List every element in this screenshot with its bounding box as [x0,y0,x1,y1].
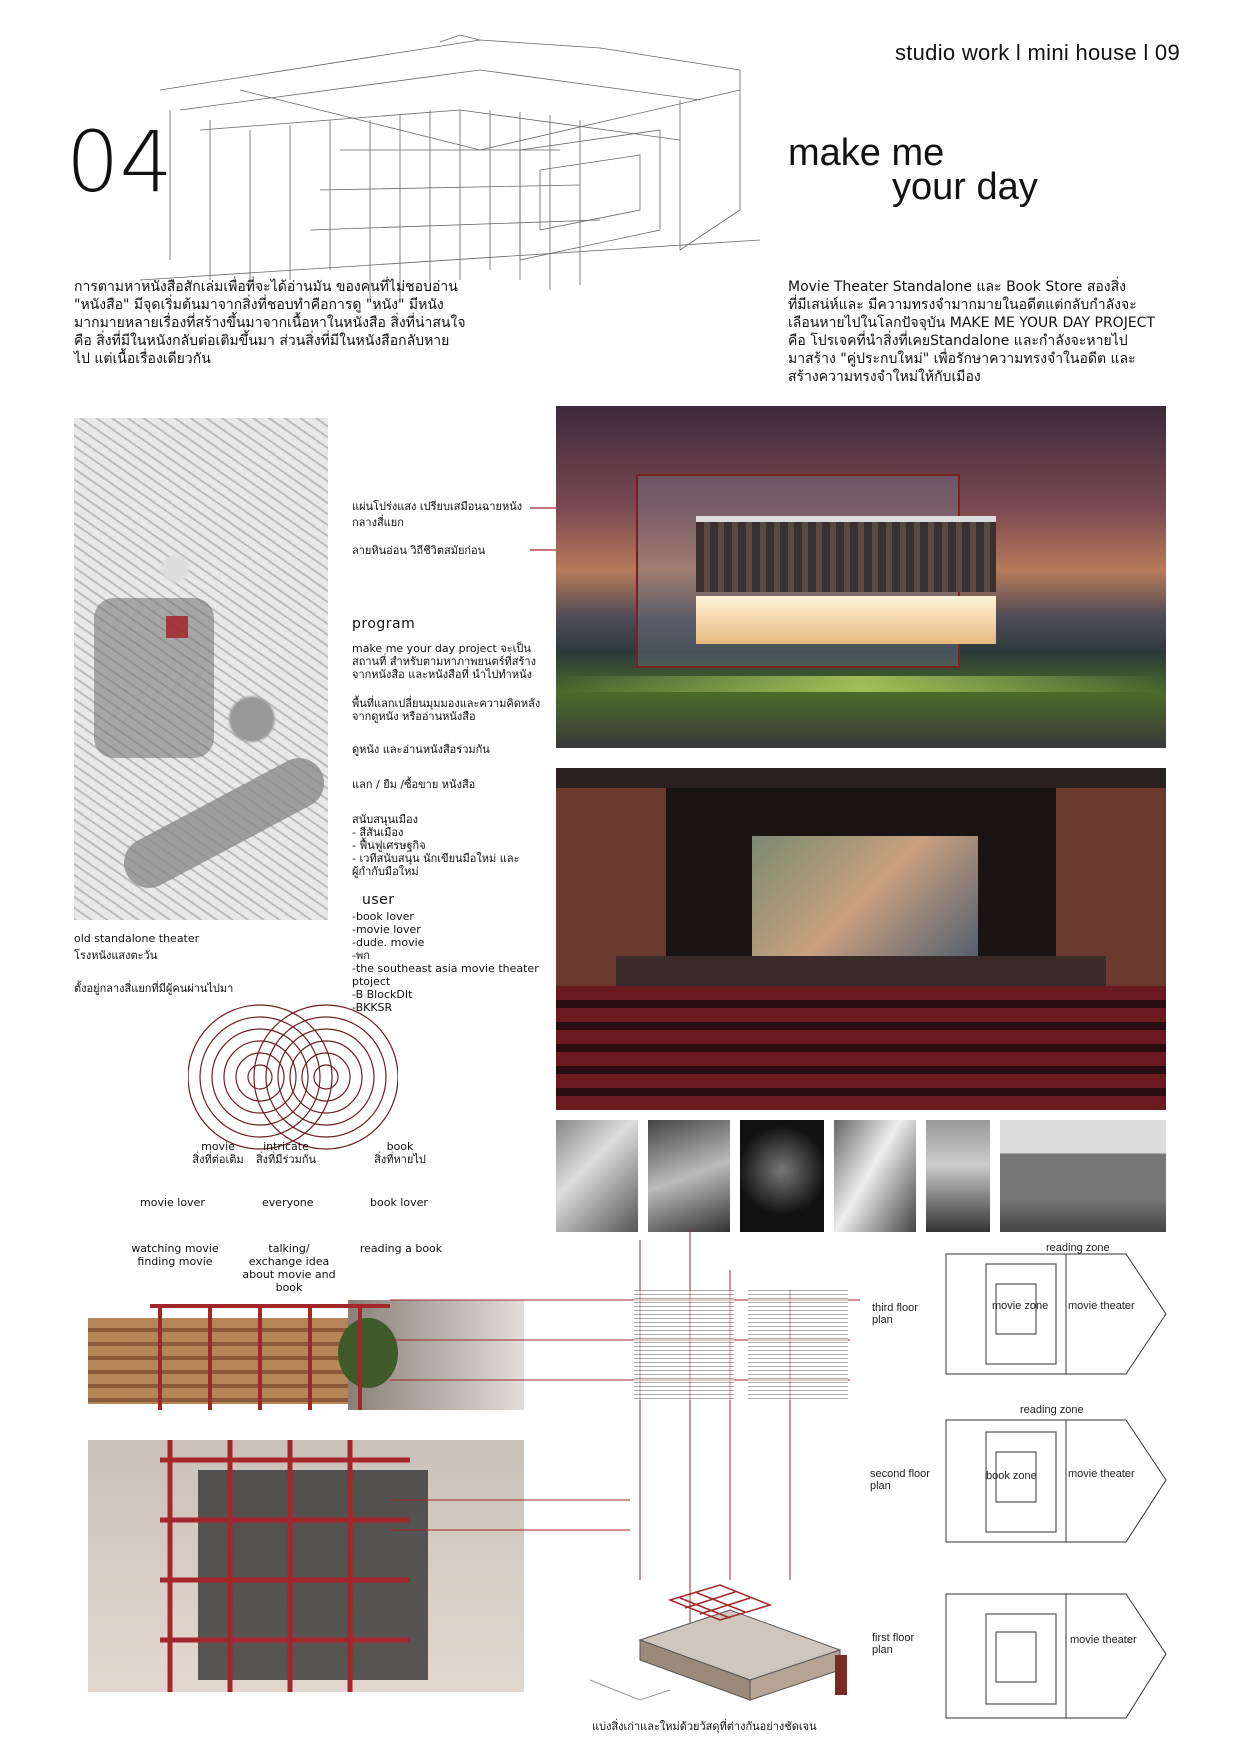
venn-label-top: book [386,1140,414,1153]
activity-line: watching movie [131,1242,219,1255]
user-item: -dude. movie [352,936,425,949]
venn-label-top: intricate [263,1140,309,1153]
user-item: -B BlockDIt [352,988,413,1001]
floorplan-third-label [872,1302,918,1326]
floorplan-label-line: plan [872,1644,893,1656]
project-title-line1: make me [788,132,945,174]
floorplan-label-line: first floor [872,1632,915,1644]
program-line: ดูหนัง และอ่านหนังสือร่วมกัน [352,743,490,756]
project-number: 04 [66,113,173,211]
activity-line: talking/ [268,1242,310,1255]
annotation-facade-line2: กลางสี่แยก [352,516,404,529]
floorplan-label-line: plan [872,1314,893,1326]
floorplan-first-label [872,1632,914,1656]
floorplan-third [936,1244,1176,1380]
dark-park [94,598,214,758]
floorplan-label-line: plan [870,1480,891,1492]
program-line: จากหนังสือ และหนังสือที่ นำไปทำหนัง [352,668,532,681]
map-caption-thai: โรงหนังแสงตะวัน [74,949,158,962]
project-title-line2: your day [892,166,1038,208]
activity-line: exchange idea [248,1255,330,1268]
red-grid-plan [160,1440,410,1692]
user-heading: user [362,892,395,908]
axonometric [580,1580,860,1710]
floorplan-second-outline [936,1408,1176,1548]
floorplan-second-label [870,1468,930,1492]
intro-right [788,278,1178,386]
program-line: สนับสนุนเมือง [352,813,418,826]
intro-right-line: Movie Theater Standalone และ Book Store สองสิ่ง [788,279,1126,295]
venn-label-top: movie [201,1140,235,1153]
axo-caption: แบ่งสิ่งเก่าและใหม่ด้วยวัสดุที่ต่างกันอย่างชัดเจน [592,1720,817,1733]
user-item: -book lover [352,910,414,923]
intro-right-line: มาสร้าง "คู่ประกบใหม่" เพื่อรักษาความทรงจำในอดีต และ [788,351,1136,367]
theater-render [556,768,1166,1110]
archive-photo [740,1120,824,1232]
program-item [352,743,542,756]
user-item: -the southeast asia movie theater [352,962,539,975]
activity-line: finding movie [137,1255,213,1268]
venn-label-intricate [226,1140,346,1166]
lit-ground-floor [696,596,996,644]
photo-strip [556,1120,1166,1232]
program-line: - ฟื้นฟูเศรษฐกิจ [352,839,426,852]
exterior-render [556,406,1166,748]
seating [556,986,1166,1110]
map-caption [74,932,233,995]
activity-line: reading a book [359,1242,443,1255]
zone-label: movie zone [992,1300,1049,1312]
venn-label-book [340,1140,460,1166]
road-light-streak [556,676,1166,692]
venn-diagram [188,992,398,1162]
annotation-facade-line1: แผ่นโปร่งแสง เปรียบเสมือนฉายหนัง [352,500,523,513]
intro-left [74,278,514,368]
text-pages [624,1290,854,1410]
venn-label-bottom: สิ่งที่มีร่วมกัน [255,1153,317,1166]
intro-right-line: ที่มีเสน่ห์และ มีความทรงจำมากมายในอดีตแต่กลับกำลังจะ [788,297,1137,313]
archive-photo [926,1120,990,1232]
floorplan-label-line: third floor [872,1302,918,1314]
floorplan-second [936,1404,1176,1548]
activity-talking [234,1242,344,1294]
archive-photo [556,1120,638,1232]
text-page-right [748,1290,848,1400]
floorplan-label-line: second floor [870,1468,930,1480]
activity-line: book [275,1281,303,1294]
venn-user-everyone: everyone [262,1196,314,1209]
zone-label: reading zone [1020,1404,1084,1416]
zone-label: movie theater [1068,1300,1135,1312]
program-line: สถานที่ สำหรับตามหาภาพยนตร์ที่สร้าง [352,655,536,668]
intro-left-line: การตามหาหนังสือสักเล่มเพื่อที่จะได้อ่านมัน ของคนที่ไม่ชอบอ่าน [74,279,458,295]
floorplan-first-outline [936,1584,1176,1724]
venn-user-movie: movie lover [140,1196,205,1209]
building-sketch [140,30,760,320]
activity-watching [120,1242,230,1268]
user-item: -พก [352,949,370,962]
map-caption-note: ตั้งอยู่กลางสี่แยกที่มีผู้คนผ่านไปมา [74,982,234,995]
program-item [352,697,542,723]
venn-label-bottom: สิ่งที่หายไป [374,1153,426,1166]
archive-photo [1000,1120,1166,1232]
program-line: ผู้กำกับมือใหม่ [352,865,419,878]
page-header: studio work l mini house l 09 [894,40,1180,65]
intro-right-line: สร้างความทรงจำใหม่ให้กับเมือง [788,369,981,385]
relief-panel [696,516,996,592]
program-line: - สีสันเมือง [352,826,404,839]
intro-left-line: คือ สิ่งที่มีในหนังกลับต่อเติมขึ้นมา ส่วนสิ่งที่มีในหนังสือกลับหาย [74,333,450,349]
program-item [352,813,542,878]
zone-label: movie theater [1068,1468,1135,1480]
user-item: ptoject [352,975,391,988]
program-block [352,616,542,878]
activity-line: about movie and [242,1268,336,1281]
site-marker [166,616,188,638]
intro-right-line: เลือนหายไปในโลกปัจจุบัน MAKE ME YOUR DAY PROJECT [788,315,1156,331]
text-page-left [634,1290,734,1400]
floorplan-third-outline [936,1244,1176,1380]
program-line: พื้นที่แลกเปลี่ยนมุมมองและความคิดหลัง [352,697,541,710]
aerial-map [74,418,328,920]
venn-user-book: book lover [370,1196,428,1209]
zone-label: book zone [986,1470,1037,1482]
user-item: -movie lover [352,923,421,936]
program-line: - เวทีสนับสนุน นักเขียนมือใหม่ และ [352,852,520,865]
venn-label-bottom: สิ่งที่ต่อเติม [192,1153,244,1166]
annotation-facade [352,500,522,529]
floorplan-first [936,1584,1176,1724]
annotation-relief: ลายหินอ่อน วิถีชีวิตสมัยก่อน [352,544,486,557]
program-item [352,642,542,681]
zone-label: movie theater [1070,1634,1137,1646]
zone-label: reading zone [1046,1242,1110,1254]
red-frame-elevation [150,1300,390,1410]
program-line: แลก / ยืม /ซื้อขาย หนังสือ [352,778,476,791]
intro-left-line: มากมายหลายเรื่องที่สร้างขึ้นมาจากเนื้อหาในหนังสือ สิ่งที่น่าสนใจ [74,315,466,331]
program-heading: program [352,616,416,632]
program-line: จากดูหนัง หรืออ่านหนังสือ [352,710,476,723]
map-caption-title: old standalone theater [74,932,200,945]
user-item: -BKKSR [352,1001,393,1014]
river [115,749,333,896]
movie-screen [752,836,978,956]
stage [616,956,1106,986]
archive-photo [834,1120,916,1232]
program-line: make me your day project จะเป็น [352,642,531,655]
intro-right-line: คือ โปรเจคที่นำสิ่งที่เคยStandalone และกำลังจะหายไป [788,333,1128,349]
intro-left-line: ไป แต่เนื้อเรื่องเดียวกัน [74,351,211,367]
intro-left-line: "หนังสือ" มีจุดเริ่มต้นมาจากสิ่งที่ชอบทำคือการดู "หนัง" มีหนัง [74,297,444,313]
program-item [352,778,542,791]
archive-photo [648,1120,730,1232]
